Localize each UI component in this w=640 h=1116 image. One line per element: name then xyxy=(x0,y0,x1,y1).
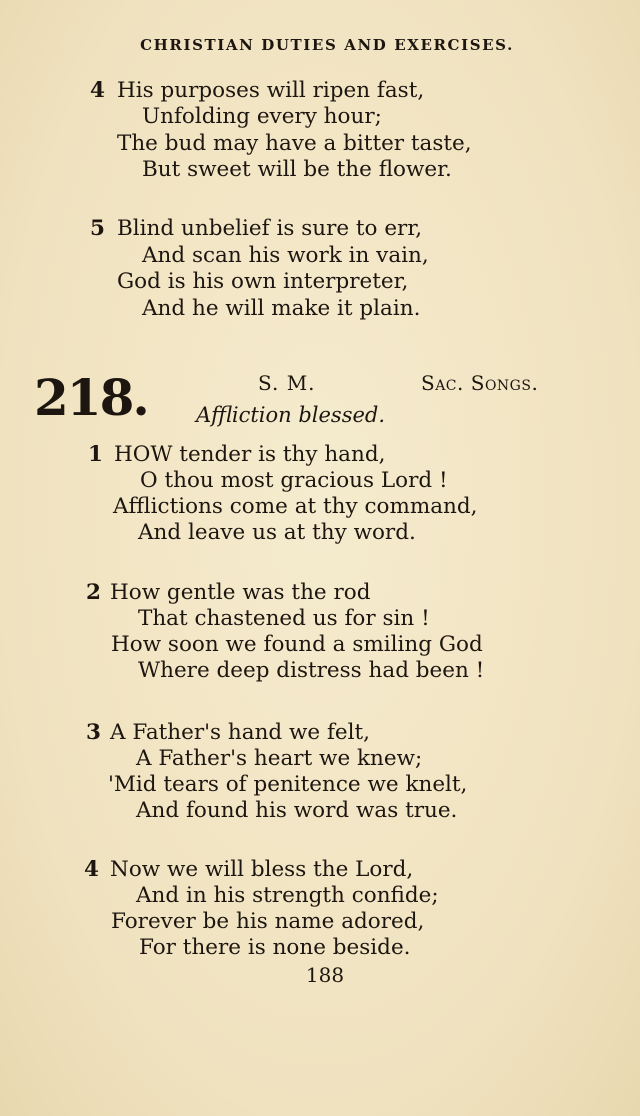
stanza-number: 1 xyxy=(88,442,103,467)
verse-line: O thou most gracious Lord ! xyxy=(140,468,448,493)
verse-line: Unfolding every hour; xyxy=(142,104,382,129)
verse-line: HOW tender is thy hand, xyxy=(114,442,386,467)
verse-line: God is his own interpreter, xyxy=(117,269,409,294)
stanza-number: 2 xyxy=(86,580,101,605)
verse-line: And leave us at thy word. xyxy=(138,520,416,545)
stanza-number: 5 xyxy=(90,216,105,241)
verse-line: Afflictions come at thy command, xyxy=(113,494,478,519)
verse-line: That chastened us for sin ! xyxy=(138,606,430,631)
verse-line: Now we will bless the Lord, xyxy=(110,857,414,882)
verse-line: And scan his work in vain, xyxy=(142,243,429,268)
verse-line: How gentle was the rod xyxy=(110,580,371,605)
hymn-meter: S. M. xyxy=(258,371,316,395)
verse-line: For there is none beside. xyxy=(139,935,411,960)
stanza-number: 3 xyxy=(86,720,101,745)
hymn-tune-source: Sac. Songs. xyxy=(421,371,539,395)
verse-line: How soon we found a smiling God xyxy=(111,632,483,657)
verse-line: And he will make it plain. xyxy=(142,296,421,321)
verse-line: The bud may have a bitter taste, xyxy=(117,131,472,156)
verse-line: But sweet will be the flower. xyxy=(142,157,452,182)
verse-line: His purposes will ripen fast, xyxy=(117,78,425,103)
page-number: 188 xyxy=(305,963,345,987)
hymn-subject: Affliction blessed. xyxy=(196,403,386,427)
verse-line: And found his word was true. xyxy=(136,798,458,823)
verse-line: A Father's hand we felt, xyxy=(110,720,371,745)
stanza-number: 4 xyxy=(84,857,99,882)
verse-line: Blind unbelief is sure to err, xyxy=(117,216,423,241)
verse-line: A Father's heart we knew; xyxy=(136,746,423,771)
running-head: CHRISTIAN DUTIES AND EXERCISES. xyxy=(140,36,514,54)
verse-line: Forever be his name adored, xyxy=(111,909,425,934)
verse-line: Where deep distress had been ! xyxy=(138,658,485,683)
hymn-number: 218. xyxy=(34,368,148,427)
stanza-number: 4 xyxy=(90,78,105,103)
verse-line: 'Mid tears of penitence we knelt, xyxy=(108,772,468,797)
verse-line: And in his strength confide; xyxy=(136,883,439,908)
